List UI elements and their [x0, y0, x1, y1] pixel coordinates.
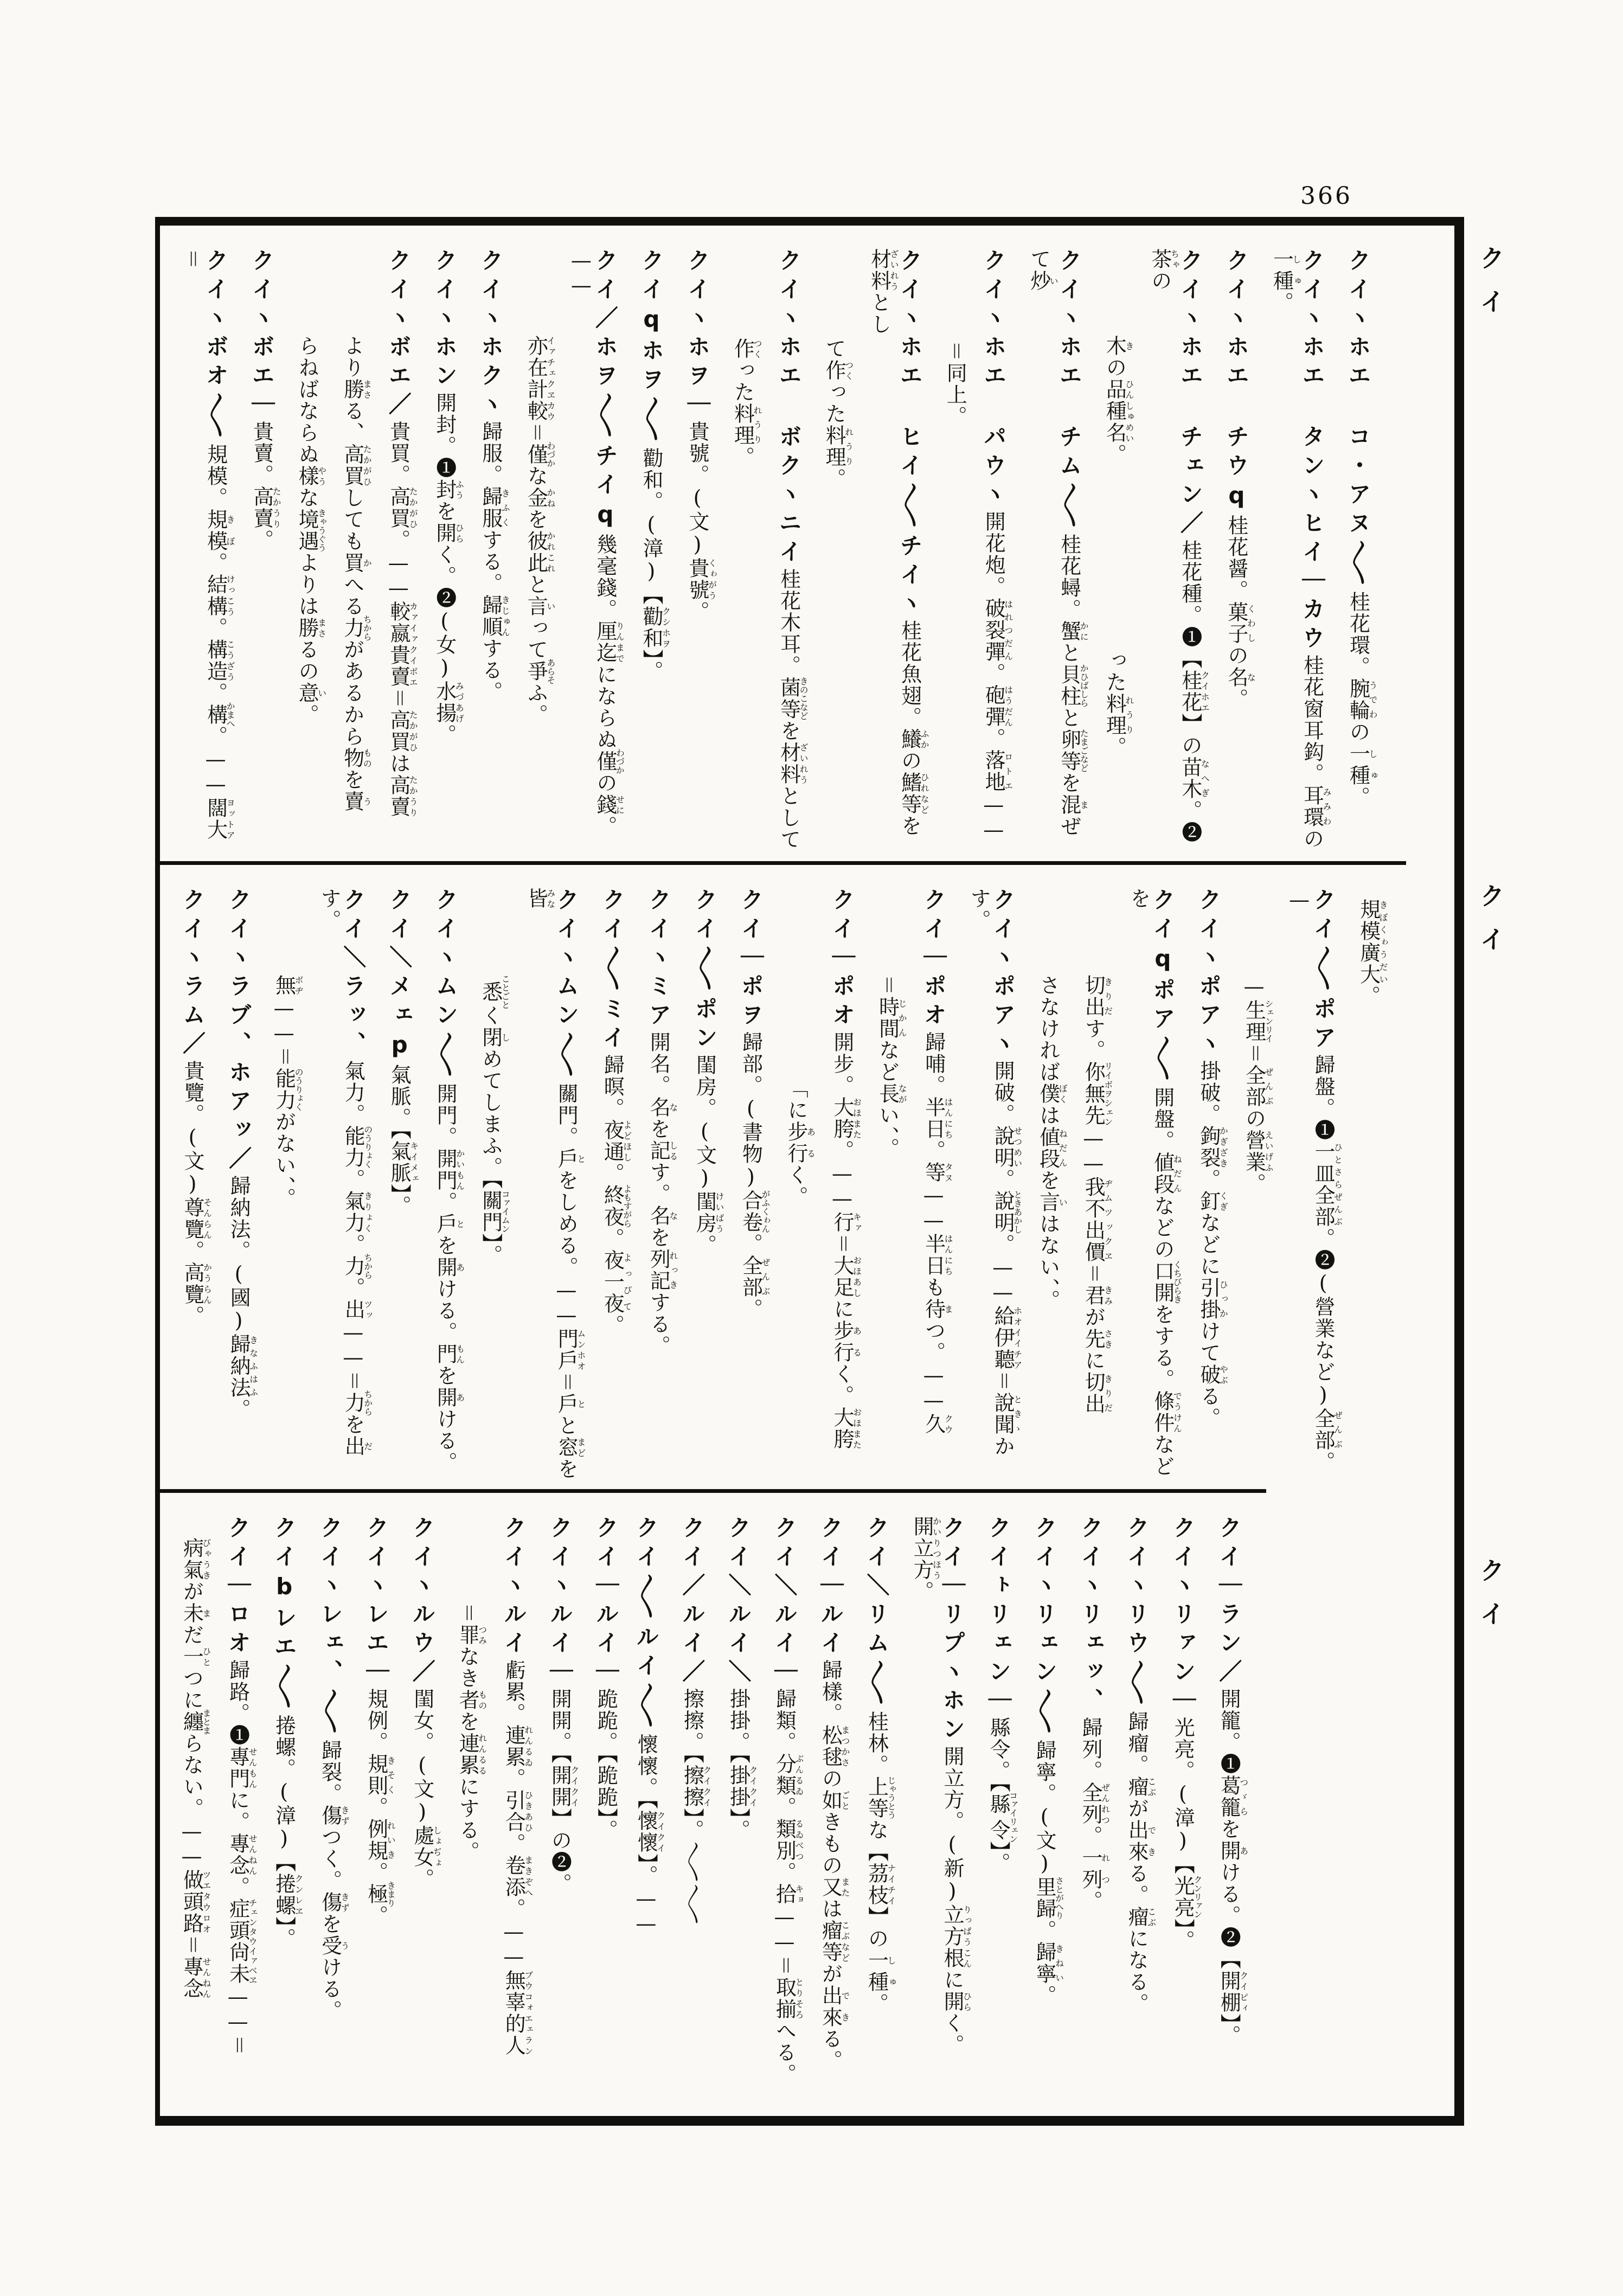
entry-headword: クイ＼メェp	[386, 888, 413, 1064]
entry-column	[547, 1516, 579, 2112]
entry-text: 桂花蟳。蟹かにと貝柱かひばしらと卵等たまごなどを混まぜて炒い	[1027, 248, 1089, 837]
entry-headword: クイヽポアヽ	[990, 888, 1017, 1060]
entry-column	[944, 248, 967, 857]
entry-column	[180, 248, 235, 857]
entry-headword: クイヽホエ タンヽヒイ｜カウ	[1299, 248, 1326, 655]
entry-headword: クイ｜ポオ	[829, 888, 856, 1031]
entry-column	[524, 888, 586, 1485]
entry-column	[432, 248, 464, 857]
entry-column	[341, 248, 371, 857]
entry-column	[478, 248, 510, 857]
entry-text: 歸瘤。瘤こぶが出來できる。瘤こぶになる。	[1125, 1711, 1157, 2015]
entry-text: 桂林。上等じゃうとうな【茘枝ナイチイ】の一種しゅ。	[864, 1711, 897, 2015]
entry-column	[433, 888, 464, 1485]
entry-headword: クイヽルイ	[501, 1516, 528, 1659]
entry-headword: クイヽホエ ボクヽニイ	[775, 248, 803, 568]
entry-text: 悉ことごとく閉しめてしまふ。【關門コァイムン】。	[478, 974, 511, 1266]
entry-column	[910, 1516, 972, 2112]
entry-column	[868, 248, 929, 857]
entry-headword: クイqホヲ〱	[638, 248, 665, 447]
entry-column	[1357, 888, 1388, 1485]
entry-text: 開盤。値段ねだんなどの口開くちびらきをする。條件でうけんなどを	[1126, 888, 1183, 1477]
entry-text: 開封。❶封ふうを開ひらく。❷(女)水揚みづあげ。	[432, 392, 465, 746]
entry-text: 閨房。(文)閨房けいばう。	[692, 1054, 724, 1256]
entry-text: 開名。名なを記しるす。名なを列記れっきする。	[646, 1031, 678, 1357]
entry-text: 「に步行あるく。	[784, 1078, 816, 1208]
entry-headword: クイヽリェッ、	[1077, 1516, 1105, 1717]
entry-column	[1127, 888, 1182, 1485]
entry-headword: クイqポア〱	[1149, 888, 1176, 1087]
entry-text: 懷懷。【懷懷クイクイ】。——	[634, 1734, 666, 1936]
entry-text: 閨女。(文)處女しょぢょ。	[410, 1688, 442, 1890]
entry-text: 捲螺。(漳)【捲螺クンレヱ】。	[272, 1715, 304, 1949]
entry-headword: クイ〱ポン	[691, 888, 719, 1054]
entry-text: —生理シェンリイ＝全部ぜんぶの營業えいげふ。	[1242, 974, 1274, 1195]
entry-text: 開開。【開開クイクイ】の❷。	[548, 1688, 580, 1895]
entry-text: 勸和。(漳)【勸和クシホヲ】。	[639, 447, 671, 682]
entry-text: 擦擦。【擦擦クイクイ】。〱〱	[680, 1688, 712, 1926]
entry-text: らねばならぬ樣やうな境遇きゃうぐうよりは勝まさるの意い。	[295, 335, 327, 726]
entry-text: 歸樣。松毬まつかさの如ごときもの又または瘤等こぶなどが出來できる。	[818, 1659, 850, 2071]
entry-text: 歸列。全列ぜんれつ。一列れつ。	[1079, 1717, 1111, 1912]
entry-headword: クイ｜ラン／	[1216, 1516, 1243, 1688]
entry-text: 病氣びゃうきが未まだ一ひとつに纏まとまらない。——做頭路ツエタウロオ＝專念せんねん	[179, 1537, 212, 1999]
entry-column	[569, 248, 624, 857]
entry-text: 木きの品種名ひんしゅめい。	[1102, 335, 1134, 465]
entry-text: 歸裂。傷きずつく。傷きずを受うける。	[318, 1740, 350, 2022]
entry-text: ＝同上。	[943, 341, 967, 427]
entry-column	[772, 1516, 803, 2112]
entry-text: 桂花木耳。菌等きのこなどを材料ざいれうとして	[777, 568, 809, 850]
entry-column	[981, 248, 1012, 857]
entry-text: 規模廣大きぼくゎうだい。	[1356, 899, 1389, 1007]
entry-text: 光亮。(漳)【光亮クンリァン】。	[1171, 1717, 1203, 1952]
entry-text: 規例。規則きそく。例規れいき。極きまり。	[364, 1688, 396, 1927]
entry-column	[1032, 1516, 1063, 2112]
entry-headword: クイヽレェ、〱	[317, 1516, 344, 1740]
entry-column	[1345, 248, 1377, 857]
entry-text: ＝時間じかんなど長ながい、。	[875, 974, 908, 1159]
entry-headword: クイ｜リプヽホン	[939, 1516, 966, 1746]
entry-column	[364, 1516, 395, 2112]
entry-text: 規模。規模きぼ。結構けっこう。構造こうざう。構かまへ。——闊大ヨットア＝	[179, 248, 236, 841]
entry-text: 桂花環。腕輪うでわの一種しゅ。	[1346, 591, 1378, 808]
entry-column	[1103, 248, 1134, 857]
entry-text: 作つくった料理れうり。	[730, 338, 763, 468]
entry-column	[501, 1516, 533, 2112]
entry-headword: クイヽリァン｜	[1170, 1516, 1197, 1717]
entry-text: 關門。戶とをしめる。——門戶ムンホオ＝戶とと窓まどを皆みな	[524, 888, 586, 1480]
entry-text: 歸納法。(國)歸納法きなふはふ。	[227, 1175, 259, 1420]
entry-headword: クイ＼ルイ＼	[725, 1516, 752, 1688]
entry-column	[726, 1516, 757, 2112]
entry-text: 貴覽。(文)尊覽そんらん。高覽かうらん。	[181, 1060, 213, 1327]
entry-column	[633, 1516, 665, 2112]
entry-headword: クイヽラブ、ホアッ／	[226, 888, 253, 1175]
entry-text: 桂花醤。菓子くわしの名な。	[1224, 515, 1256, 710]
entry-headword: クイbレエ〱	[271, 1516, 298, 1715]
entry-text: 歸寧。(文)里歸さとがへり。歸寧きねい。	[1032, 1740, 1064, 2006]
entry-headword: クイ／ホヲ〱チイq	[592, 248, 619, 534]
entry-text: 歸服。歸服きふくする。歸順きじゅんする。	[478, 421, 511, 703]
entry-headword: クイ＼ルイ｜	[771, 1516, 798, 1688]
entry-headword: クイヽミア	[645, 888, 672, 1031]
entry-column	[593, 1516, 619, 2112]
entry-column	[1170, 1516, 1202, 2112]
entry-column	[296, 248, 326, 857]
entry-headword: クイヽボエ／	[385, 248, 412, 421]
margin-guide-tab: クイ	[1476, 883, 1505, 970]
entry-text: 開立方。(新)立方根りっぱうこんに開ひらく。開立方かいりつほう。	[910, 1516, 972, 2056]
entry-headword: クイヽホエ コ・アヌ〱	[1345, 248, 1372, 591]
entry-column	[823, 248, 854, 857]
entry-text: 氣力。能力のうりょく。氣力きりょく。力ちから。出ツッ——＝力ちからを出だす。	[317, 888, 373, 1457]
entry-text: て作つくった料理れうり。	[822, 338, 854, 490]
entry-column	[387, 888, 418, 1485]
entry-text: 氣脈。【氣脈キイメェ】。	[387, 1064, 419, 1217]
entry-headword: クイヽレエ｜	[363, 1516, 390, 1688]
entry-headword: クイヽホン	[431, 248, 458, 392]
entry-headword: クイヽホエ チム〱	[1056, 248, 1083, 534]
entry-column	[1036, 888, 1067, 1485]
entry-text: 虧累。連累れんるゐ。引合ひきあひ。卷添まきぞへ。——無辜的人ブウコォエェラン	[502, 1659, 534, 2056]
entry-headword: クイ｜ポオ	[920, 888, 947, 1031]
text-frame	[155, 217, 1464, 2126]
entry-headword: クイ＼リム〱	[863, 1516, 890, 1711]
entry-headword: クイ〱ミイ	[599, 888, 626, 1054]
entry-column	[226, 888, 258, 1485]
entry-headword: クイ｜ルイ｜	[593, 1516, 620, 1688]
entry-column	[226, 1516, 257, 2112]
margin-guide-tab: クイ	[1476, 1557, 1505, 1644]
entry-column	[1082, 888, 1113, 1485]
entry-text: さなければ僕ぼくは値段ねだんを言いはない、。	[1036, 974, 1068, 1311]
entry-column	[272, 1516, 303, 2112]
entry-column	[180, 1516, 211, 2112]
entry-text: 歸暝。夜通よどほし。終夜よもすがら。夜一夜よっぴて。	[600, 1054, 632, 1336]
entry-text: 開花炮。破裂彈はれつだん。砲彈はうだん。落地ロトエ——	[982, 511, 1013, 843]
entry-text: 歸部。(書物)合卷がふくゎん。全部ぜんぶ。	[739, 1031, 771, 1320]
entry-text: 桂花窗耳鈎。耳環みみわの一種しゅ。	[1269, 248, 1332, 850]
entry-column	[479, 888, 510, 1485]
entry-headword: クイ／ルイ／	[679, 1516, 706, 1688]
entry-headword: クイヽラム／	[179, 888, 207, 1060]
entry-headword: クイ｜ポヲ	[737, 888, 765, 1031]
entry-headword: クイヽポアヽ	[1195, 888, 1222, 1060]
entry-column	[1242, 888, 1273, 1485]
entry-column	[646, 888, 677, 1485]
entry-headword: クイヽルウ／	[409, 1516, 436, 1688]
entry-column	[986, 1516, 1017, 2112]
entry-column	[249, 248, 281, 857]
page-number: 366	[1300, 182, 1352, 210]
margin-guide-tab: クイ	[1476, 245, 1505, 332]
entry-text: 開籠。❶葛籠つゞらを開あける。❷【開棚クイピィ】。	[1217, 1688, 1249, 2047]
entry-headword: クイヽホクヽ	[477, 248, 504, 421]
entry-column	[1148, 248, 1209, 857]
entry-column	[731, 248, 762, 857]
entry-headword: クイヽリェン〱	[1031, 1516, 1059, 1740]
entry-text: 歸盤。❶一皿全部ひとさらぜんぶ。❷(營業など)全部ぜんぶ。—	[1287, 888, 1343, 1473]
entry-headword: クイヽルイ｜	[547, 1516, 574, 1688]
entry-column	[1027, 248, 1088, 857]
entry-text: 貴買。高買たかがひ。——較嬴貴賣カァイァクイボエ＝高買たかがひは高賣たかうり	[386, 421, 419, 818]
entry-column	[1124, 1516, 1156, 2112]
entry-headword: クイヽホエ チウq	[1223, 248, 1250, 515]
entry-text: 貴賣。高賣たかうり。	[249, 421, 282, 551]
entry-headword: クイ｜ロオ	[224, 1516, 252, 1659]
entry-headword: クイ｜ルイ	[817, 1516, 844, 1659]
entry-column	[1196, 888, 1228, 1485]
entry-column	[818, 1516, 849, 2112]
entry-column	[272, 888, 303, 1485]
entry-column	[830, 888, 861, 1485]
entry-band-2	[160, 861, 1406, 1489]
entry-column	[685, 248, 716, 857]
entry-column	[524, 248, 555, 857]
entry-column	[1224, 248, 1255, 857]
entry-text: 貴號。(文)貴號くゎがう。	[685, 421, 717, 623]
entry-column	[777, 248, 808, 857]
entry-column	[921, 888, 953, 1485]
entry-text: 掛破。鉤裂かぎざき。釘くぎなどに引掛ひっかけて破やぶる。	[1196, 1060, 1229, 1429]
entry-text: 縣令。【縣令コァイリェン】。	[986, 1717, 1018, 1874]
entry-column	[180, 888, 211, 1485]
entry-text: 亦在計較イァチェクヱカウ＝僅わづかな金かねを彼此かれこれと言いって爭あらそふ。	[524, 335, 556, 726]
entry-text: 開步。大胯おほまた。——行キァ＝大足おほあしに步行あるく。大胯おほまた	[830, 1031, 862, 1450]
entry-text: 歸哺。半日はんにち。等タヌ——半日はんにちも待まつ。——久クウ	[921, 1031, 954, 1435]
entry-text: 歸路。❶專門せんもんに。專念せんねん。症頭尙未チェンタウイァベヱ——＝	[226, 1659, 258, 2056]
entry-column	[967, 888, 1022, 1485]
entry-column	[600, 888, 631, 1485]
entry-column	[410, 1516, 441, 2112]
entry-column	[692, 888, 723, 1485]
entry-column	[386, 248, 418, 857]
entry-column	[1078, 1516, 1109, 2112]
entry-band-1	[160, 226, 1395, 861]
entry-headword: クイ〱ルイ〱	[633, 1516, 660, 1734]
entry-text: より勝まさる、高買たかがひしても買かへる力ちからがあるから物ものを賣う	[340, 335, 373, 812]
entry-column	[456, 1516, 487, 2112]
entry-headword: クイヽボエ｜	[248, 248, 275, 421]
entry-text: 歸類。分類ぶんるゐ。類別るゐべつ。拾キョ——＝取揃とりそろへる。	[772, 1688, 804, 2085]
entry-text: 桂花魚翅。鱶ふかの鰭等ひれなどを材料ざいれうとし	[867, 248, 930, 837]
entry-headword: クイヽホヲ｜	[684, 248, 711, 421]
entry-text: 幾毫錢。厘迄りんまでにならぬ僅わづかの錢せに。——	[569, 248, 625, 837]
entry-text: 跪跪。【跪跪】。	[594, 1688, 618, 1841]
entry-band-3	[160, 1489, 1266, 2116]
entry-headword: クイヽボオ〱	[202, 248, 229, 444]
entry-headword: クイヽホエ パウヽ	[980, 248, 1008, 511]
entry-headword: クイヽホエ チェン／	[1177, 248, 1204, 540]
entry-column	[639, 248, 670, 857]
entry-column	[1216, 1516, 1248, 2112]
entry-headword: クイヽムン〱	[553, 888, 580, 1083]
entry-text: ＝罪つみなき者ものを連累れんるるにする。	[456, 1602, 487, 1863]
entry-column	[876, 888, 907, 1485]
entry-text: 桂花種。❶【桂花クイホエ】の苗木なへぎ。❷茶ちゃの	[1147, 248, 1210, 843]
entry-column	[784, 888, 815, 1485]
entry-text: 掛掛。【掛掛クイクイ】。	[726, 1688, 758, 1841]
entry-headword: クイ〱ポア	[1310, 888, 1337, 1054]
entry-column	[1270, 248, 1331, 857]
entry-column	[318, 888, 373, 1485]
entry-column	[1287, 888, 1342, 1485]
entry-column	[864, 1516, 896, 2112]
entry-text: 切出きりだす。你無先リイボヲシェン——我不出價ヂムツックヱ＝君きみが先さきに切出きりだ	[1081, 974, 1113, 1415]
entry-text: 開門。開門かいもん。戶とを開あける。門もんを開あける。	[433, 1083, 465, 1473]
entry-column	[318, 1516, 349, 2112]
entry-column	[738, 888, 769, 1485]
entry-column	[679, 1516, 711, 2112]
entry-headword: クイ＼ラッ、	[340, 888, 367, 1060]
entry-headword: クイㇳリェン｜	[985, 1516, 1012, 1717]
entry-text: 無ボヂ——＝能力のうりょくがない、。	[272, 974, 304, 1209]
entry-text: った料理れうり。	[1102, 650, 1134, 758]
entry-text: 開破。說明せつめい。說明ときあかし。——給伊聽ホオイイチア＝說聞ときゝかす。	[967, 888, 1023, 1457]
entry-headword: クイヽホエ ヒイ〱チイヽ	[896, 248, 923, 620]
entry-headword: クイヽリウ〱	[1124, 1516, 1151, 1711]
entry-headword: クイヽムン〱	[432, 888, 459, 1083]
